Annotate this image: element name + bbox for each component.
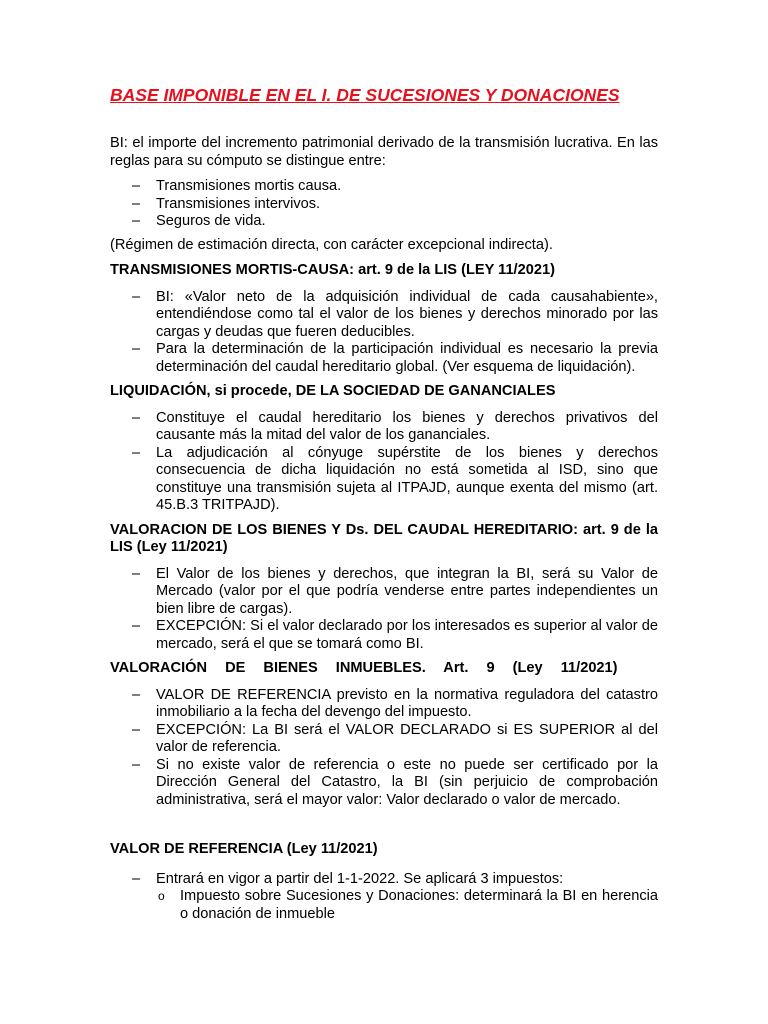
section-list (110, 566, 658, 654)
document-page (110, 84, 658, 930)
section-heading: VALOR DE REFERENCIA (Ley 11/2021) (110, 841, 378, 857)
list-item: – La adjudicación al cónyuge supérstite de los bienes y derechos consecuencia de dicha liquidación no está sometida al ISD, sino que constituye una transmisión sujeta al ITPAJD, aunque exenta del mismo (art. 45.B.3 TRITPAJD). (110, 445, 658, 515)
list-item-text: Entrará en vigor a partir del 1-1-2022. Se aplicará 3 impuestos: (156, 870, 564, 887)
section-valor-referencia (110, 841, 658, 923)
section-heading: VALORACIÓN DE BIENES INMUEBLES. Art. 9 (Ley 11/2021) (110, 660, 618, 676)
list-item: – VALOR DE REFERENCIA previsto en la normativa reguladora del catastro inmobiliario a la fecha del devengo del impuesto. (110, 687, 658, 722)
section-valoracion-bienes (110, 522, 658, 654)
section-heading: VALORACION DE LOS BIENES Y Ds. DEL CAUDAL HEREDITARIO: art. 9 de la LIS (Ley 11/2021) (110, 521, 658, 555)
list-item: – Transmisiones mortis causa. (110, 178, 658, 196)
list-item: – El Valor de los bienes y derechos, que integran la BI, será su Valor de Mercado (valor por el que podría venderse entre partes independientes un bien libre de cargas). (110, 566, 658, 619)
list-item (110, 871, 658, 924)
list-item: – EXCEPCIÓN: Si el valor declarado por los interesados es superior al valor de mercado, será el que se tomará como BI. (110, 618, 658, 653)
sub-list-item: o Impuesto sobre Sucesiones y Donaciones: determinará la BI en herencia o donación de inmueble (156, 888, 658, 923)
list-item: – EXCEPCIÓN: La BI será el VALOR DECLARADO si ES SUPERIOR al del valor de referencia. (110, 722, 658, 757)
section-mortis-causa (110, 262, 658, 376)
section-list (110, 410, 658, 515)
sub-list (156, 888, 658, 923)
section-heading: TRANSMISIONES MORTIS-CAUSA: art. 9 de la LIS (LEY 11/2021) (110, 262, 555, 278)
section-bienes-inmuebles (110, 660, 658, 809)
list-item: – Seguros de vida. (110, 213, 658, 231)
section-list (110, 871, 658, 924)
list-item: – BI: «Valor neto de la adquisición individual de cada causahabiente», entendiéndose como tal el valor de los bienes y derechos minorado por las cargas y deudas que fueren deducibles. (110, 289, 658, 342)
section-liquidacion (110, 383, 658, 515)
document-title: BASE IMPONIBLE EN EL I. DE SUCESIONES Y DONACIONES (110, 85, 620, 105)
section-heading: LIQUIDACIÓN, si procede, DE LA SOCIEDAD DE GANANCIALES (110, 383, 556, 399)
section-list (110, 289, 658, 377)
list-item: – Constituye el caudal hereditario los bienes y derechos privativos del causante más la mitad del valor de los gananciales. (110, 410, 658, 445)
regime-note: (Régimen de estimación directa, con carácter excepcional indirecta). (110, 236, 553, 253)
list-item: – Transmisiones intervivos. (110, 196, 658, 214)
list-item: – Si no existe valor de referencia o este no puede ser certificado por la Dirección General del Catastro, la BI (sin perjuicio de comprobación administrativa, será el mayor valor: Valor declarado o valor de mercado. (110, 757, 658, 810)
intro-list (110, 178, 658, 231)
list-item: – Para la determinación de la participación individual es necesario la previa determinación del caudal hereditario global. (Ver esquema de liquidación). (110, 341, 658, 376)
intro-paragraph: BI: el importe del incremento patrimonial derivado de la transmisión lucrativa. En las reglas para su cómputo se distingue entre: (110, 135, 658, 169)
section-list (110, 687, 658, 810)
